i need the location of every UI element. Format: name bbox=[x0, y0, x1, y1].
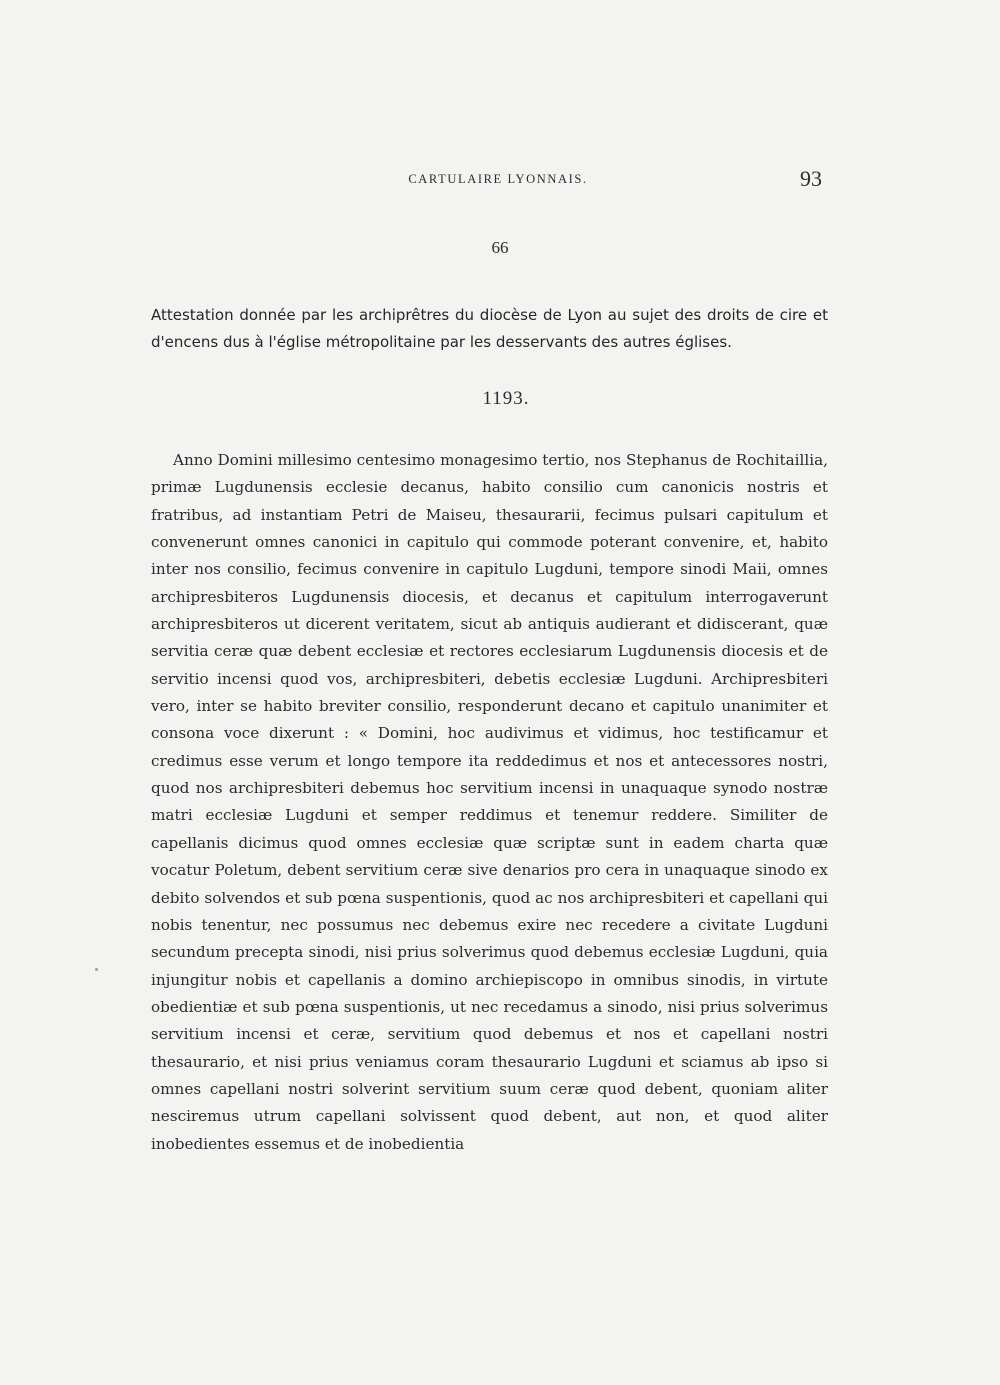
running-title: CARTULAIRE LYONNAIS. bbox=[408, 172, 588, 186]
page-number: 93 bbox=[800, 166, 822, 191]
document-heading bbox=[151, 302, 828, 355]
running-head bbox=[150, 166, 824, 192]
paper-speck bbox=[95, 968, 98, 971]
document-heading-text: Attestation donnée par les archiprêtres du diocèse de Lyon au sujet des droits de cire et d'encens dus à l'église métropolitaine par les desservants des autres églises. bbox=[151, 306, 828, 351]
document-date: 1193. bbox=[482, 388, 530, 409]
document-number: 66 bbox=[491, 238, 509, 257]
document-body: Anno Domini millesimo centesimo monagesimo tertio, nos Stephanus de Rochitaillia, primæ Lugdunensis ecclesie decanus, habito consilio cum canonicis nostris et fratribus, ad instantiam Petri de Maiseu, thesaurarii, fecimus pulsari capitulum et convenerunt omnes canonici in capitulo qui commode poterant convenire, et, habito inter nos consilio, fecimus convenire in capitulo Lugduni, tempore sinodi Maii, omnes archipresbiteros Lugdunensis diocesis, et decanus et capitulum interrogaverunt archipresbiteros ut dicerent veritatem, sicut ab antiquis audierant et didiscerant, quæ servitia ceræ quæ debent ecclesiæ et rectores ecclesiarum Lugdunensis diocesis et de servitio incensi quod vos, archipresbiteri, debetis ecclesiæ Lugduni. Archipresbiteri vero, inter se habito breviter consilio, responderunt decano et capitulo unanimiter et consona voce dixerunt : « Domini, hoc audivimus et vidimus, hoc testificamur et credimus esse verum et longo tempore ita reddedimus et nos et antecessores nostri, quod nos archipresbiteri debemus hoc servitium incensi in unaquaque synodo nostræ matri ecclesiæ Lugduni et semper reddimus et tenemur reddere. Similiter de capellanis dicimus quod omnes ecclesiæ quæ scriptæ sunt in eadem charta quæ vocatur Poletum, debent servitium ceræ sive denarios pro cera in unaquaque sinodo ex debito solvendos et sub pœna suspentionis, quod ac nos archipresbiteri et capellani qui nobis tenentur, nec possumus nec debemus exire nec recedere a civitate Lugduni secundum precepta sinodi, nisi prius solverimus quod debemus ecclesiæ Lugduni, quia injungitur nobis et capellanis a domino archiepiscopo in omnibus sinodis, in virtute obedientiæ et sub pœna suspentionis, ut nec recedamus a sinodo, nisi prius solverimus servitium incensi et ceræ, servitium quod debemus et nos et capellani nostri thesaurario, et nisi prius veniamus coram thesaurario Lugduni et sciamus ab ipso si omnes capellani nostri solverint servitium suum ceræ quod debent, quoniam aliter nesciremus utrum capellani solvissent quod debent, aut non, et quod aliter inobedientes essemus et de inobedientia bbox=[151, 451, 828, 1153]
